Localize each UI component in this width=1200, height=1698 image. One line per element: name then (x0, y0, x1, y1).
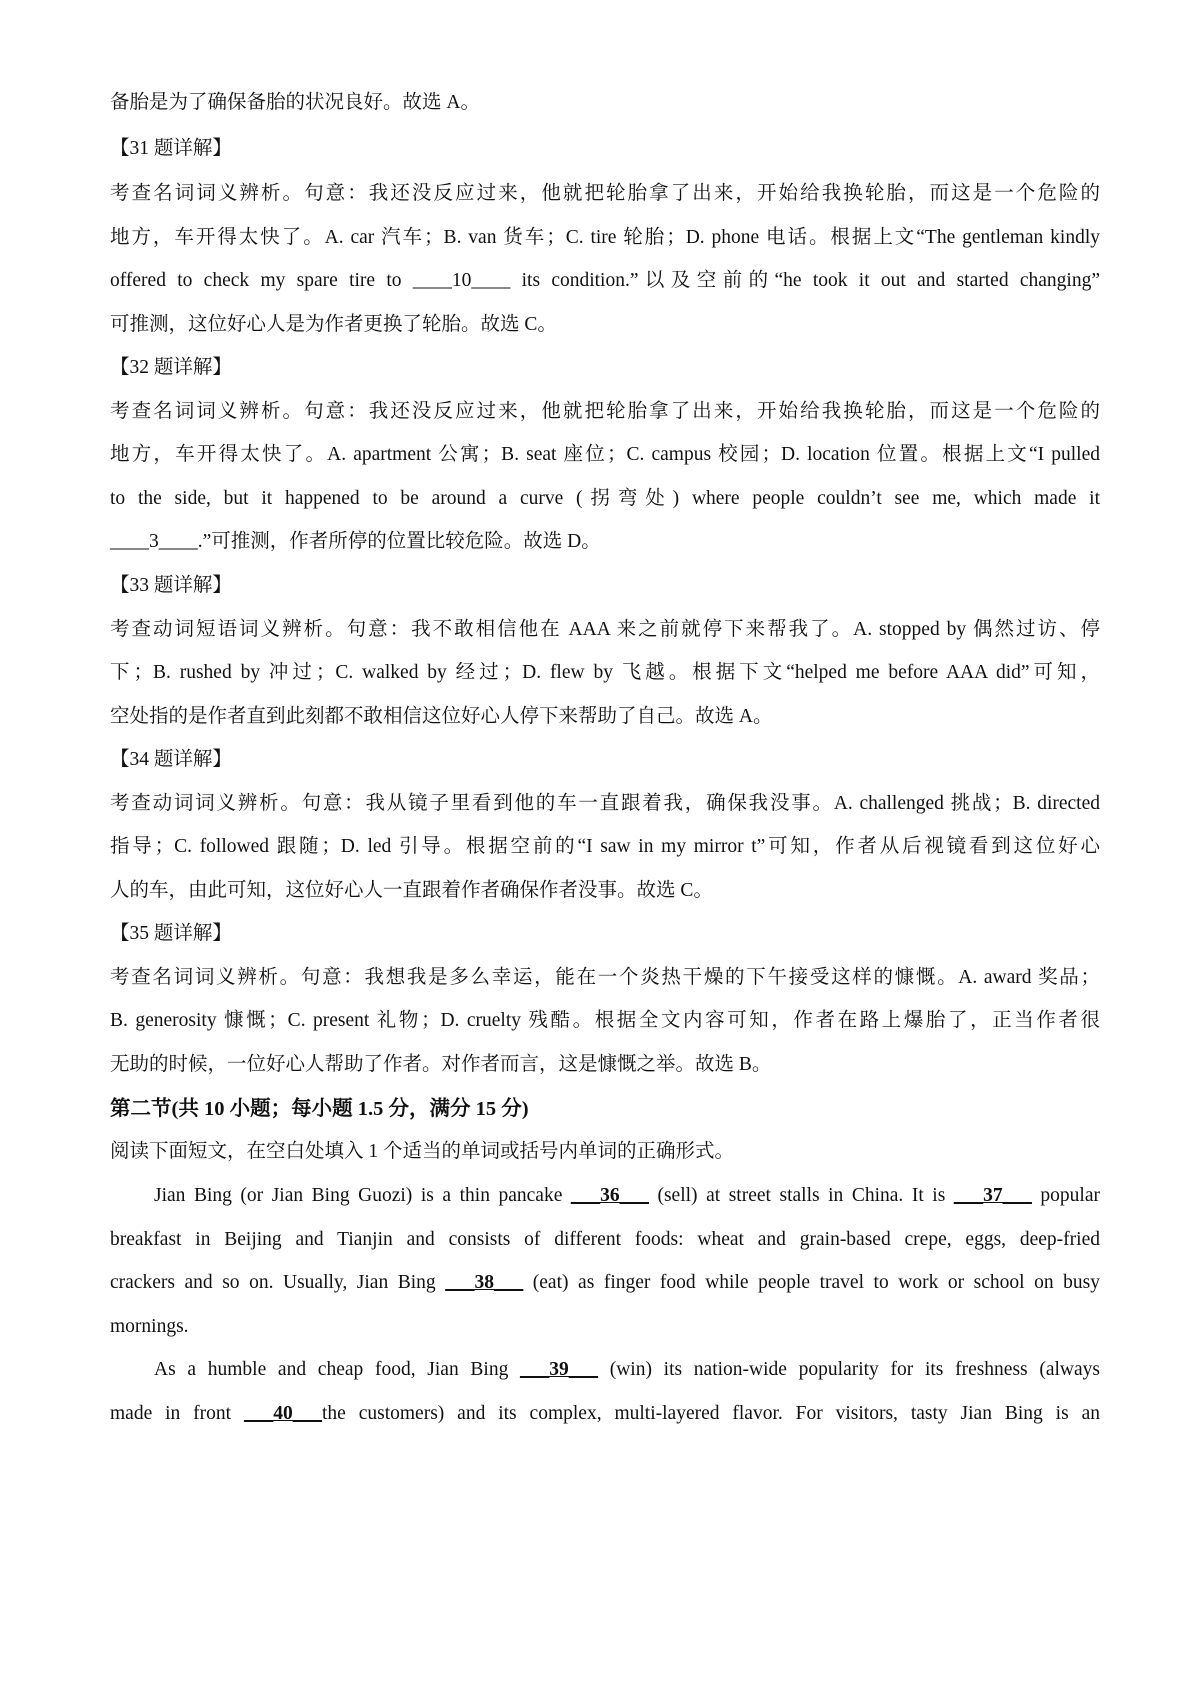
question-heading-32: 【32 题详解】 (110, 357, 232, 378)
passage-text: As a humble and cheap food, Jian Bing (154, 1359, 521, 1380)
question-heading-35: 【35 题详解】 (110, 923, 232, 944)
paragraph-line: to the side, but it happened to be around a curve (拐弯处) where people couldn’t see me, which made it (110, 488, 1100, 509)
paragraph-line: ____3____.”可推测，作者所停的位置比较危险。故选 D。 (110, 531, 601, 552)
passage-line (110, 1269, 1100, 1297)
passage-line (110, 1400, 1100, 1428)
paragraph-line: B. generosity 慷慨；C. present 礼物；D. cruelty 残酷。根据全文内容可知，作者在路上爆胎了，正当作者很 (110, 1010, 1100, 1031)
paragraph-line: 指导；C. followed 跟随；D. led 引导。根据空前的“I saw in my mirror t”可知，作者从后视镜看到这位好心 (110, 836, 1100, 857)
blank-37: ___37___ (953, 1185, 1032, 1206)
passage-text: Jian Bing (or Jian Bing Guozi) is a thin pancake (154, 1185, 571, 1206)
paragraph-line: offered to check my spare tire to ____10____ its condition.”以及空前的“he took it out and started changing” (110, 270, 1100, 291)
passage-text: made in front (110, 1403, 244, 1424)
passage-text: popular (1031, 1185, 1100, 1206)
paragraph-line: 考查动词短语词义辨析。句意：我不敢相信他在 AAA 来之前就停下来帮我了。A. stopped by 偶然过访、停 (110, 619, 1100, 640)
blank-40: ___40___ (244, 1403, 322, 1424)
paragraph-line: 备胎是为了确保备胎的状况良好。故选 A。 (110, 92, 480, 113)
passage-line (110, 1356, 1100, 1384)
section-instruction: 阅读下面短文，在空白处填入 1 个适当的单词或括号内单词的正确形式。 (110, 1141, 735, 1162)
passage-text: the customers) and its complex, multi-layered flavor. For visitors, tasty Jian Bing is an (322, 1403, 1100, 1424)
paragraph-line: 地方，车开得太快了。A. apartment 公寓；B. seat 座位；C. campus 校园；D. location 位置。根据上文“I pulled (110, 444, 1100, 465)
blank-36: ___36___ (570, 1185, 649, 1206)
blank-39: ___39___ (520, 1359, 599, 1380)
paragraph-line: 下；B. rushed by 冲过；C. walked by 经过；D. flew by 飞越。根据下文“helped me before AAA did”可知， (110, 662, 1100, 683)
paragraph-line: 空处指的是作者直到此刻都不敢相信这位好心人停下来帮助了自己。故选 A。 (110, 706, 773, 727)
paragraph-line: 考查动词词义辨析。句意：我从镜子里看到他的车一直跟着我，确保我没事。A. challenged 挑战；B. directed (110, 793, 1100, 814)
question-heading-33: 【33 题详解】 (110, 575, 232, 596)
passage-line: breakfast in Beijing and Tianjin and consists of different foods: wheat and grain-based crepe, eggs, deep-fried (110, 1229, 1100, 1250)
blank-38: ___38___ (445, 1272, 524, 1293)
passage-text: (sell) at street stalls in China. It is (648, 1185, 954, 1206)
paragraph-line: 地方，车开得太快了。A. car 汽车；B. van 货车；C. tire 轮胎；D. phone 电话。根据上文“The gentleman kindly (110, 227, 1100, 248)
passage-line (110, 1182, 1100, 1210)
paragraph-line: 人的车，由此可知，这位好心人一直跟着作者确保作者没事。故选 C。 (110, 880, 713, 901)
paragraph-line: 考查名词词义辨析。句意：我还没反应过来，他就把轮胎拿了出来，开始给我换轮胎，而这是一个危险的 (110, 183, 1100, 204)
paragraph-line: 无助的时候，一位好心人帮助了作者。对作者而言，这是慷慨之举。故选 B。 (110, 1054, 772, 1075)
paragraph-line: 考查名词词义辨析。句意：我还没反应过来，他就把轮胎拿了出来，开始给我换轮胎，而这是一个危险的 (110, 401, 1100, 422)
passage-line: mornings. (110, 1316, 189, 1337)
section-title: 第二节(共 10 小题；每小题 1.5 分，满分 15 分) (110, 1098, 529, 1120)
passage-text: (eat) as finger food while people travel to work or school on busy (523, 1272, 1100, 1293)
passage-text: crackers and so on. Usually, Jian Bing (110, 1272, 446, 1293)
question-heading-34: 【34 题详解】 (110, 749, 232, 770)
paragraph-line: 考查名词词义辨析。句意：我想我是多么幸运，能在一个炎热干燥的下午接受这样的慷慨。A. award 奖品； (110, 967, 1100, 988)
question-heading-31: 【31 题详解】 (110, 138, 232, 159)
paragraph-line: 可推测，这位好心人是为作者更换了轮胎。故选 C。 (110, 314, 557, 335)
passage-text: (win) its nation-wide popularity for its freshness (always (598, 1359, 1100, 1380)
